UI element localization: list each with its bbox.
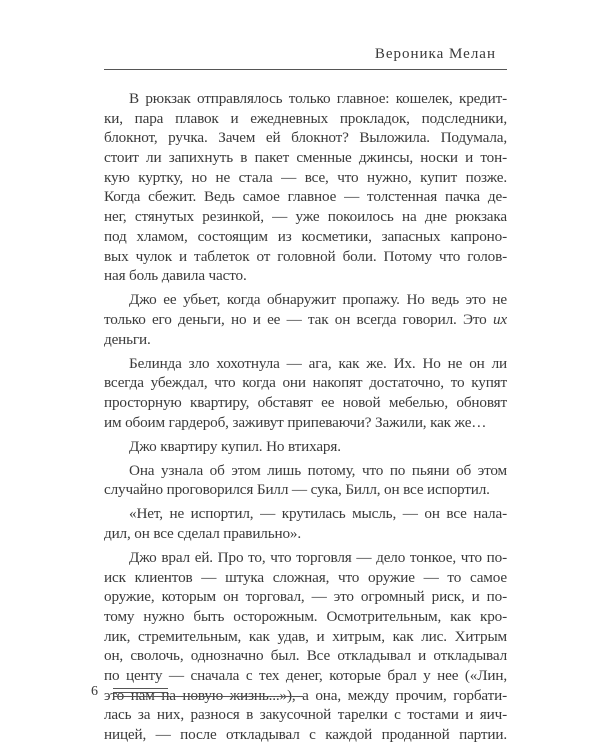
text-line: Джо квартиру купил. Но втихаря. [129, 437, 341, 455]
text-line: лик, стремительным, как удав, и хитрым, как лис. Хитрым [104, 627, 507, 645]
text-line: Джо ее убьет, когда обнаружит пропажу. Но ведь это не [129, 291, 507, 309]
text-line: дил, он все сделал правильно». [104, 524, 302, 542]
text-line: просторную квартиру, обставят ее новой мебелью, обновят [104, 393, 507, 411]
text-line: «Нет, не испортил, — крутилась мысль, — он все нала- [129, 505, 507, 523]
paragraph [104, 354, 507, 433]
paragraph [104, 548, 507, 745]
text-line: только его деньги, но и ее — так он всегда говорил. Это их [104, 310, 507, 328]
text-line: ная боль давила часто. [104, 267, 247, 285]
text-line: Она узнала об этом лишь потому, что по пьяни об этом [129, 461, 507, 479]
text-line: случайно проговорился Билл — сука, Билл, он все испортил. [104, 481, 490, 499]
page-number: 6 [91, 684, 98, 699]
text-line: ницей, — после откладывал с каждой проданной партии. [104, 726, 507, 744]
text-line: это нам на новую жизнь...»), а она, между прочим, горбати- [104, 686, 507, 704]
text-line: нег, стянутых резинкой, — уже покоилось на дне рюкзака [104, 208, 507, 226]
paragraph [104, 504, 507, 543]
text-line: под хламом, состоящим из косметики, запасных капроно- [104, 227, 507, 245]
text-line: тому нужно быть осторожным. Осмотрительным, как кро- [104, 607, 507, 625]
paragraph [104, 461, 507, 500]
text-line: стоит ли запихнуть в пакет сменные джинсы, носки и тон- [104, 149, 507, 167]
text-line: блокнот, ручка. Зачем ей блокнот? Выложила. Подумала, [104, 129, 507, 147]
text-line: лась за них, разнося в закусочной тарелки с тостами и яич- [104, 706, 507, 724]
paragraph [104, 437, 507, 457]
text-line: ки, пара плавок и ежедневных прокладок, подследники, [104, 109, 507, 127]
text-line: всегда убеждал, что когда они накопят достаточно, то купят [104, 374, 507, 392]
header-rule [104, 69, 507, 70]
text-line: вых чулок и таблеток от головной боли. Потому что голов- [104, 247, 507, 265]
text-line: кую куртку, но не стала — все, что нужно, купит позже. [104, 168, 507, 186]
emphasis: их [492, 310, 507, 328]
text-line: по центу — сначала с тех денег, которые брал у нее («Лин, [104, 667, 507, 685]
paragraph [104, 89, 507, 286]
text-line: деньги. [104, 330, 151, 348]
text-line: В рюкзак отправлялось только главное: кошелек, кредит- [129, 90, 507, 107]
paragraph [104, 290, 507, 349]
text-line: иск клиентов — штука сложная, что оружие — то самое [104, 568, 507, 586]
footer-rule-short-2 [113, 692, 168, 693]
text-line: Джо врал ей. Про то, что торговля — дело тонкое, что по- [129, 548, 507, 566]
text-line: оружие, которым он торговал, — это огромный риск, и по- [104, 588, 507, 606]
footer-rule-long [113, 696, 303, 697]
body-text [104, 89, 507, 749]
text-line: он, сволочь, однозначно был. Все откладывал и откладывал [104, 647, 507, 665]
text-line: Когда сбежит. Ведь самое главное — толстенная пачка де- [104, 188, 507, 206]
footer-rule-short-1 [113, 688, 168, 689]
text-line: Белинда зло хохотнула — ага, как же. Их. Но не он ли [129, 354, 507, 372]
running-header-author: Вероника Мелан [374, 46, 496, 62]
text-line: им обоим гардероб, заживут припеваючи? Зажили, как же… [104, 413, 487, 431]
